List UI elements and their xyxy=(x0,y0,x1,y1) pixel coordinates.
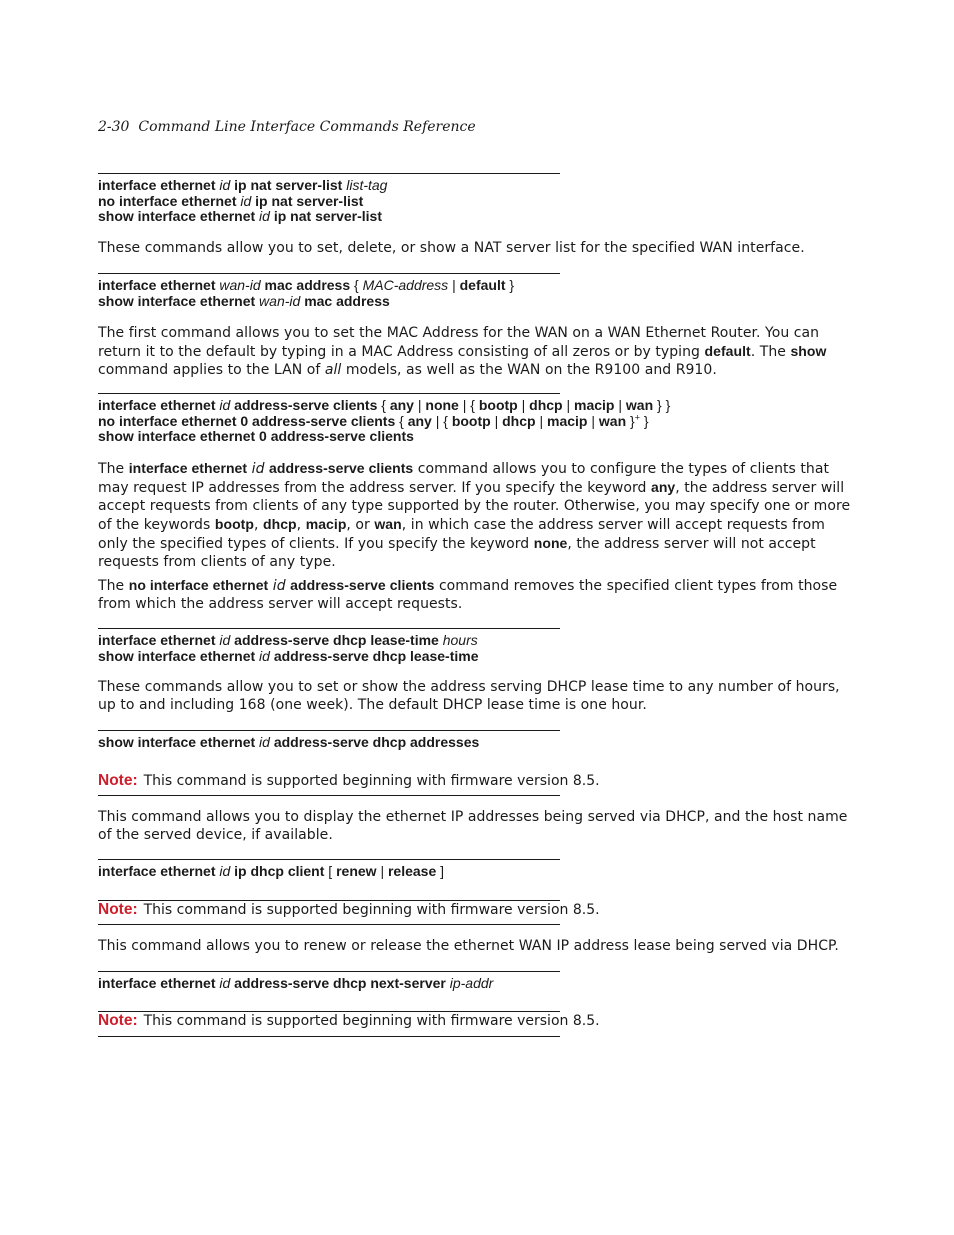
command-line: show interface ethernet id address-serve dhcp lease-time xyxy=(98,647,479,664)
section-rule xyxy=(98,971,560,972)
running-header xyxy=(98,119,476,135)
note xyxy=(98,772,600,790)
note-text: This command is supported beginning with firmware version 8.5. xyxy=(143,773,600,789)
command-line: interface ethernet wan-id mac address { MAC-address | default } xyxy=(98,277,515,293)
command-block-next-server xyxy=(98,976,493,992)
command-line: show interface ethernet id address-serve dhcp addresses xyxy=(98,734,480,750)
note-text: This command is supported beginning with firmware version 8.5. xyxy=(143,1013,600,1029)
command-block-lease-time xyxy=(98,633,479,664)
description-paragraph: The interface ethernet id address-serve clients command allows you to configure the types of clients that may request IP addresses from the address server. If you specify the keyword any, the address server will accept requests from clients of any type supported by the router. Otherwise, you may specify one or more of the keywords bootp, dhcp, macip, or wan, in which case the address server will accept requests from only the specified types of clients. If you specify the keyword none, the address server will not accept requests from clients of any type. xyxy=(98,460,851,570)
command-block-address-serve-clients xyxy=(98,398,670,445)
command-block-dhcp-addresses xyxy=(98,735,479,751)
description-paragraph: This command allows you to renew or release the ethernet WAN IP address lease being served via DHCP. xyxy=(98,938,839,954)
description-paragraph: These commands allow you to set, delete, or show a NAT server list for the specified WAN interface. xyxy=(98,240,805,256)
note-label: Note: xyxy=(98,901,138,918)
description-paragraph: This command allows you to display the ethernet IP addresses being served via DHCP, and the host name of the served device, if available. xyxy=(98,809,848,843)
page-number: 2-30 xyxy=(98,119,130,135)
note-rule xyxy=(98,795,560,796)
command-line: interface ethernet id address-serve dhcp lease-time hours xyxy=(98,632,478,648)
command-line: interface ethernet id address-serve dhcp next-server ip-addr xyxy=(98,975,494,991)
command-line: show interface ethernet 0 address-serve clients xyxy=(98,428,414,445)
description-paragraph: These commands allow you to set or show the address serving DHCP lease time to any number of hours, up to and including 168 (one week). The default DHCP lease time is one hour. xyxy=(98,679,840,713)
section-rule xyxy=(98,393,560,394)
note-rule xyxy=(98,924,560,925)
header-title: Command Line Interface Commands Reference xyxy=(138,119,476,135)
command-block-mac xyxy=(98,278,514,309)
command-block-dhcp-client xyxy=(98,864,444,880)
description-paragraph: The first command allows you to set the MAC Address for the WAN on a WAN Ethernet Router. You can return it to the default by typing in a MAC Address consisting of all zeros or by typing default. The show command applies to the LAN of all models, as well as the WAN on the R9100 and R910. xyxy=(98,325,827,378)
command-line: no interface ethernet 0 address-serve clients { any | { bootp | dhcp | macip | wan }+ } xyxy=(98,411,649,429)
note-label: Note: xyxy=(98,772,138,789)
section-rule xyxy=(98,628,560,629)
command-line: interface ethernet id address-serve clients { any | none | { bootp | dhcp | macip | wan } } xyxy=(98,397,671,413)
note-text: This command is supported beginning with firmware version 8.5. xyxy=(143,902,600,918)
command-line: show interface ethernet wan-id mac address xyxy=(98,292,390,309)
description-paragraph: The no interface ethernet id address-serve clients command removes the specified client types from those from which the address server will accept requests. xyxy=(98,577,838,612)
note xyxy=(98,901,600,919)
section-rule xyxy=(98,859,560,860)
section-rule xyxy=(98,730,560,731)
note-rule xyxy=(98,1036,560,1037)
command-line: interface ethernet id ip dhcp client [ renew | release ] xyxy=(98,863,445,879)
section-rule xyxy=(98,273,560,274)
command-block-nat xyxy=(98,178,387,225)
note-label: Note: xyxy=(98,1012,138,1029)
command-line: show interface ethernet id ip nat server-list xyxy=(98,208,382,225)
note xyxy=(98,1012,600,1030)
command-line: no interface ethernet id ip nat server-list xyxy=(98,192,364,209)
command-line: interface ethernet id ip nat server-list list-tag xyxy=(98,177,388,193)
section-rule xyxy=(98,173,560,174)
